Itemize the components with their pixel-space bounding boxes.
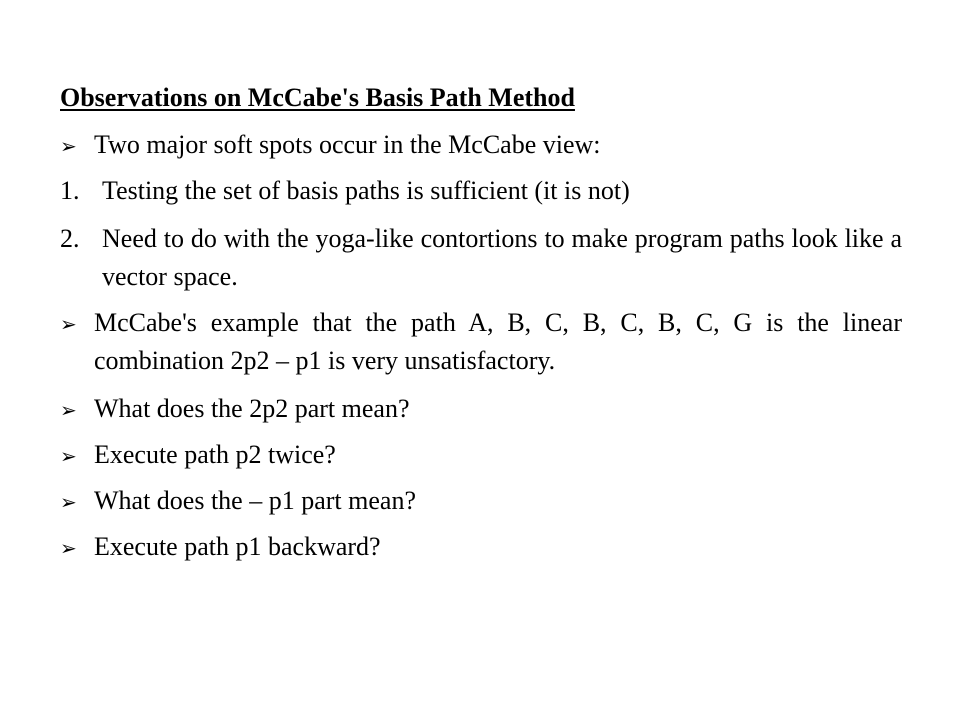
bullet-text: Execute path p2 twice? xyxy=(94,440,336,469)
bullet-text: What does the – p1 part mean? xyxy=(94,486,416,515)
item-number: 1. xyxy=(60,176,80,205)
arrow-bullet-icon: ➢ xyxy=(60,536,77,560)
arrow-bullet-icon: ➢ xyxy=(60,134,77,158)
bullet-item xyxy=(60,528,902,566)
numbered-text: Testing the set of basis paths is sufficient (it is not) xyxy=(102,176,630,205)
arrow-bullet-icon: ➢ xyxy=(60,444,77,468)
bullet-item xyxy=(60,436,902,474)
arrow-bullet-icon: ➢ xyxy=(60,312,77,336)
numbered-item xyxy=(60,220,902,296)
bullet-item xyxy=(60,482,902,520)
bullet-text: McCabe's example that the path A, B, C, B, C, B, C, G is the linear combination 2p2 – p1 is very unsatisfactory. xyxy=(94,308,902,375)
bullet-text: What does the 2p2 part mean? xyxy=(94,394,410,423)
arrow-bullet-icon: ➢ xyxy=(60,398,77,422)
bullet-text: Two major soft spots occur in the McCabe view: xyxy=(94,130,601,159)
bullet-text: Execute path p1 backward? xyxy=(94,532,381,561)
bullet-item xyxy=(60,126,902,164)
bullet-item xyxy=(60,390,902,428)
numbered-item xyxy=(60,172,902,210)
item-number: 2. xyxy=(60,224,80,253)
numbered-text: Need to do with the yoga-like contortions to make program paths look like a vector space. xyxy=(102,224,902,291)
slide-title: Observations on McCabe's Basis Path Method xyxy=(60,83,575,112)
arrow-bullet-icon: ➢ xyxy=(60,490,77,514)
bullet-item xyxy=(60,304,902,380)
